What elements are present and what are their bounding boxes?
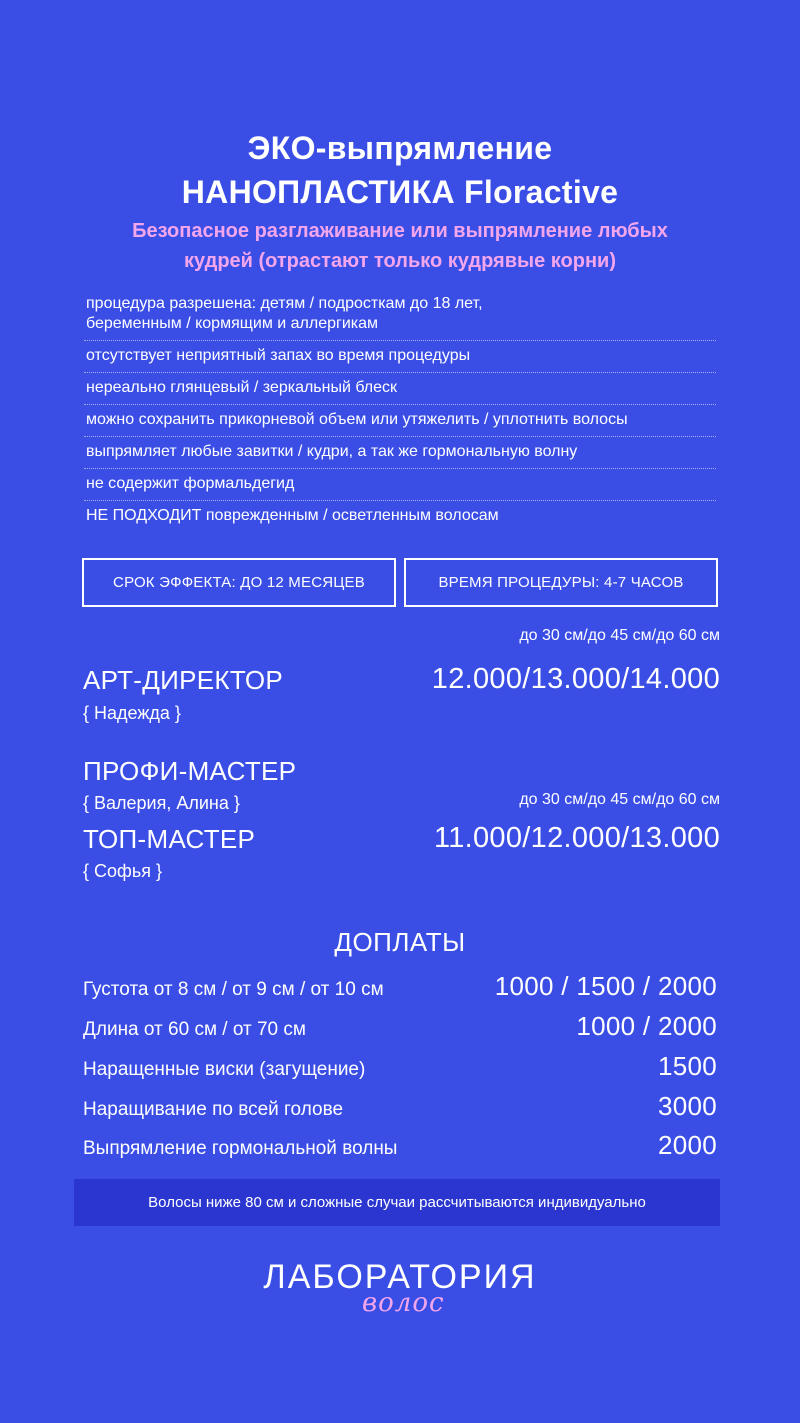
brand-logo xyxy=(0,1258,800,1328)
extra-price: 1000 / 2000 xyxy=(576,1011,717,1041)
feature-item xyxy=(84,405,716,437)
feature-item xyxy=(84,501,716,532)
extra-label: Наращивание по всей голове xyxy=(83,1099,344,1120)
individual-pricing-note: Волосы ниже 80 см и сложные случаи рассчитываются индивидуально xyxy=(74,1179,720,1226)
extra-label: Густота от 8 см / от 9 см / от 10 см xyxy=(83,979,384,1000)
effect-duration-box: СРОК ЭФФЕКТА: ДО 12 МЕСЯЦЕВ xyxy=(82,558,396,607)
art-director-role: АРТ-ДИРЕКТОР xyxy=(83,665,284,695)
feature-text: процедура разрешена: детям / подросткам до 18 лет, xyxy=(86,295,483,312)
extra-row xyxy=(83,971,717,1002)
features-list xyxy=(84,289,716,532)
feature-item xyxy=(84,437,716,469)
extra-price: 1500 xyxy=(657,1051,717,1081)
feature-text: НЕ ПОДХОДИТ поврежденным / осветленным волосам xyxy=(86,507,499,524)
extra-row xyxy=(83,1051,717,1082)
extra-price: 1000 / 1500 / 2000 xyxy=(494,971,717,1001)
feature-text: можно сохранить прикорневой объем или утяжелить / уплотнить волосы xyxy=(86,411,628,428)
feature-text: не содержит формальдегид xyxy=(86,475,295,492)
page-subtitle-line1: Безопасное разглаживание или выпрямление любых xyxy=(132,220,668,242)
page-title-line2: НАНОПЛАСТИКА Floractive xyxy=(181,174,619,210)
feature-text: выпрямляет любые завитки / кудри, а так же гормональную волну xyxy=(86,443,578,460)
page-title-line1: ЭКО-выпрямление xyxy=(247,130,553,166)
page-subtitle-line2: кудрей (отрастают только кудрявые корни) xyxy=(183,250,616,272)
profi-master-role: ПРОФИ-МАСТЕР xyxy=(83,756,297,786)
feature-text: отсутствует неприятный запах во время процедуры xyxy=(86,347,471,364)
extras-title: ДОПЛАТЫ xyxy=(334,927,466,957)
feature-text: нереально глянцевый / зеркальный блеск xyxy=(86,379,398,396)
profi-master-names: { Валерия, Алина } xyxy=(83,793,240,813)
art-director-names: { Надежда } xyxy=(83,703,181,723)
feature-item xyxy=(84,469,716,501)
extra-label: Длина от 60 см / от 70 см xyxy=(83,1019,306,1040)
top-master-role: ТОП-МАСТЕР xyxy=(83,824,256,854)
extra-label: Выпрямление гормональной волны xyxy=(83,1138,398,1159)
feature-item xyxy=(84,341,716,373)
extra-row xyxy=(83,1011,717,1042)
length-tiers-note: до 30 см/до 45 см/до 60 см xyxy=(519,627,720,644)
logo-wordmark: ЛАБОРАТОРИЯ xyxy=(263,1258,537,1296)
feature-item xyxy=(84,289,716,341)
extra-price: 3000 xyxy=(657,1091,717,1121)
feature-item xyxy=(84,373,716,405)
extra-row xyxy=(83,1130,717,1161)
top-master-names: { Софья } xyxy=(83,861,162,881)
length-tiers-note: до 30 см/до 45 см/до 60 см xyxy=(519,791,720,808)
feature-text: беременным / кормящим и аллергикам xyxy=(86,315,379,332)
extra-label: Наращенные виски (загущение) xyxy=(83,1059,366,1080)
procedure-time-box: ВРЕМЯ ПРОЦЕДУРЫ: 4-7 ЧАСОВ xyxy=(404,558,718,607)
logo-script: волос xyxy=(362,1288,445,1318)
art-director-price: 12.000/13.000/14.000 xyxy=(431,663,720,695)
extra-row xyxy=(83,1091,717,1122)
extra-price: 2000 xyxy=(657,1130,717,1160)
master-price: 11.000/12.000/13.000 xyxy=(433,822,720,854)
